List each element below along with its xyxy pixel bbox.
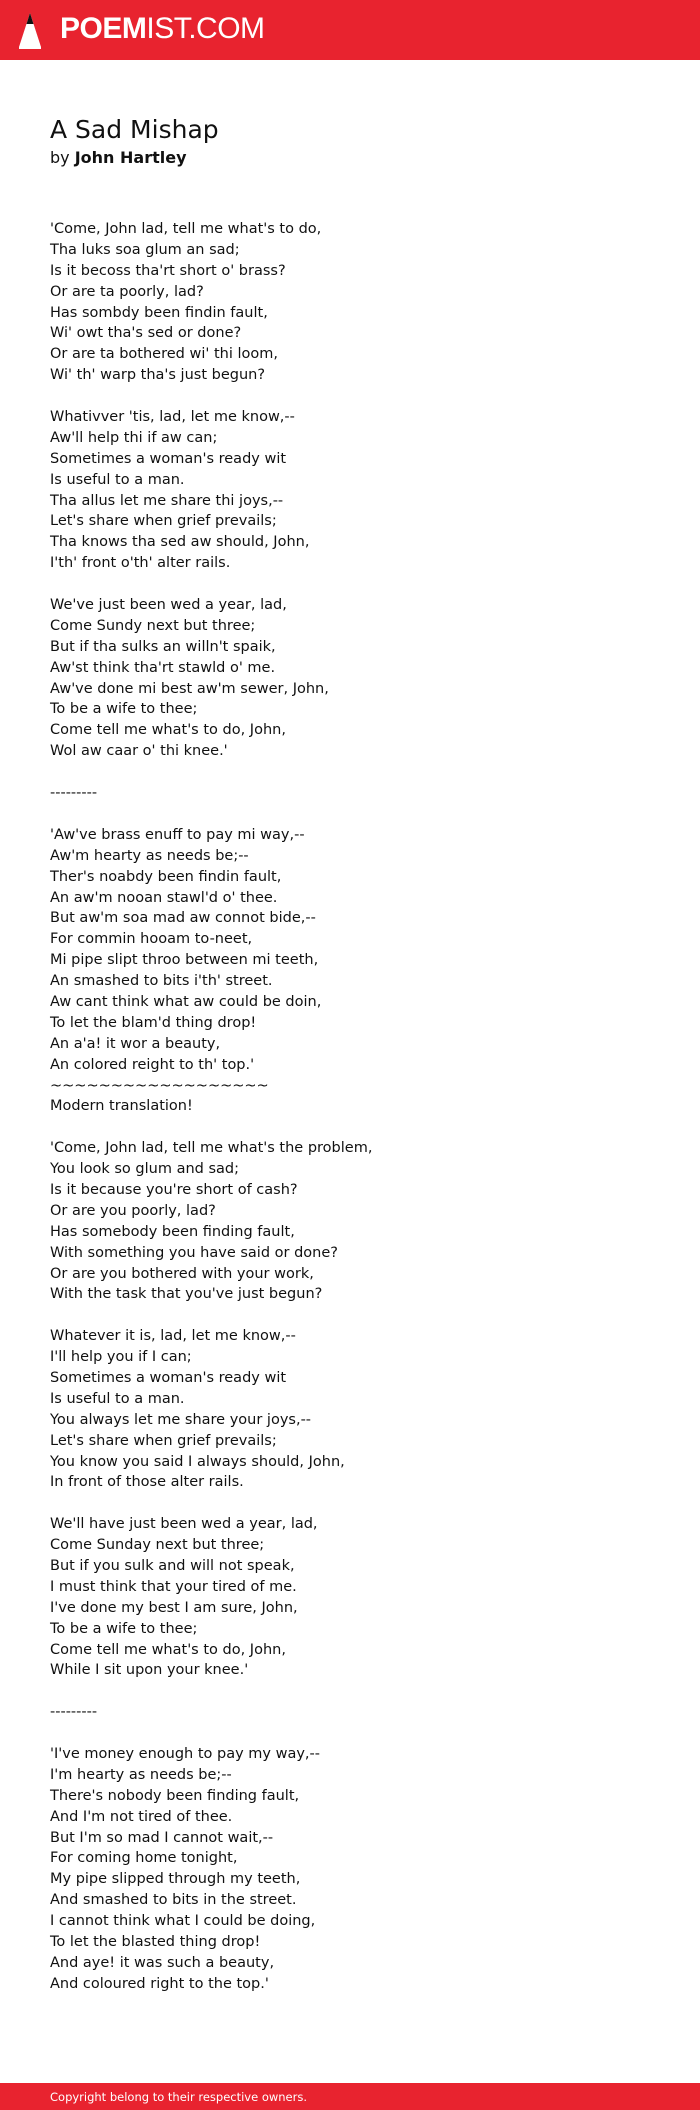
poem-line: Aw cant think what aw could be doin,	[50, 993, 322, 1010]
poem-line: And coloured right to the top.'	[50, 1975, 269, 1992]
poem-line: Come tell me what's to do, John,	[50, 1641, 286, 1658]
poem-line: Tha luks soa glum an sad;	[50, 241, 240, 258]
poem-line: An a'a! it wor a beauty,	[50, 1035, 221, 1052]
poem-line: Mi pipe slipt throo between mi teeth,	[50, 952, 319, 969]
poem-line: Tha allus let me share thi joys,--	[50, 492, 284, 509]
logo-text-light: IST.COM	[146, 12, 265, 45]
poem-line: In front of those alter rails.	[50, 1474, 244, 1491]
poem-line: 'Come, John lad, tell me what's to do,	[50, 221, 322, 237]
poem-line: Sometimes a woman's ready wit	[50, 1369, 287, 1386]
poem-line: Is useful to a man.	[50, 1390, 185, 1407]
site-header	[0, 0, 700, 60]
logo-text-bold: POEM	[60, 12, 147, 45]
stanza-break	[50, 1681, 670, 1702]
stanza-break	[50, 1305, 670, 1326]
poem-line: I've done my best I am sure, John,	[50, 1599, 298, 1616]
poem-line: For commin hooam to-neet,	[50, 931, 253, 948]
poem-line: Is useful to a man.	[50, 471, 185, 488]
poem-line: You look so glum and sad;	[50, 1161, 239, 1178]
poem-line: Wi' owt tha's sed or done?	[50, 325, 242, 342]
poem-line: To let the blasted thing drop!	[50, 1934, 261, 1951]
stanza-break	[50, 804, 670, 825]
poem-line: With something you have said or done?	[50, 1244, 338, 1261]
stanza-break	[50, 386, 670, 407]
poem-line: An aw'm nooan stawl'd o' thee.	[50, 889, 278, 906]
poem-line: We've just been wed a year, lad,	[50, 597, 287, 614]
poem-line: I'th' front o'th' alter rails.	[50, 555, 231, 572]
poem-line: But I'm so mad I cannot wait,--	[50, 1829, 274, 1846]
poem-line: But if tha sulks an willn't spaik,	[50, 638, 276, 655]
poem-line: Modern translation!	[50, 1098, 193, 1115]
poem-line: You know you said I always should, John,	[50, 1453, 345, 1470]
poem-line: Aw'll help thi if aw can;	[50, 429, 218, 446]
poem-line: Or are ta poorly, lad?	[50, 283, 204, 300]
poem-line: And I'm not tired of thee.	[50, 1808, 233, 1825]
site-footer	[0, 2083, 700, 2110]
pencil-tip-icon[interactable]	[17, 11, 43, 51]
stanza-break	[50, 1117, 670, 1138]
poem-line: Come Sundy next but three;	[50, 617, 256, 634]
poem-line: And smashed to bits in the street.	[50, 1892, 297, 1909]
poem-body	[50, 219, 670, 1995]
poem-line: An colored reight to th' top.'	[50, 1056, 255, 1073]
poem-line: 'Aw've brass enuff to pay mi way,--	[50, 826, 305, 843]
poem-line: ---------	[50, 785, 98, 802]
poem-line: Has sombdy been findin fault,	[50, 304, 268, 321]
poem-line: Or are ta bothered wi' thi loom,	[50, 346, 278, 363]
stanza-break	[50, 762, 670, 783]
poem-line: Aw'st think tha'rt stawld o' me.	[50, 659, 276, 676]
poem-line: There's nobody been finding fault,	[50, 1787, 300, 1804]
poem-line: I'll help you if I can;	[50, 1349, 192, 1366]
poem-line: 'Come, John lad, tell me what's the problem,	[50, 1140, 373, 1157]
copyright-text: Copyright belong to their respective owners.	[50, 2090, 308, 2104]
poem-line: To be a wife to thee;	[50, 701, 198, 718]
poem-author: John Hartley	[74, 148, 187, 167]
poem-line: Aw've done mi best aw'm sewer, John,	[50, 680, 329, 697]
poem-line: Whatever it is, lad, let me know,--	[50, 1328, 296, 1345]
poem-line: Is it because you're short of cash?	[50, 1181, 298, 1198]
poem-line: While I sit upon your knee.'	[50, 1662, 249, 1679]
poem-line: Whativver 'tis, lad, let me know,--	[50, 409, 295, 426]
poem-line: Or are you bothered with your work,	[50, 1265, 314, 1282]
poem-line: Let's share when grief prevails;	[50, 513, 277, 530]
poem-line: For coming home tonight,	[50, 1850, 238, 1867]
poem-line: Has somebody been finding fault,	[50, 1223, 295, 1240]
poem-line: To let the blam'd thing drop!	[50, 1014, 257, 1031]
poem-line: Come tell me what's to do, John,	[50, 722, 286, 739]
poem-line: Aw'm hearty as needs be;--	[50, 847, 249, 864]
poem-line: Let's share when grief prevails;	[50, 1432, 277, 1449]
poem-line: To be a wife to thee;	[50, 1620, 198, 1637]
stanza-break	[50, 1493, 670, 1514]
site-logo[interactable]	[60, 11, 265, 47]
poem-line: 'I've money enough to pay my way,--	[50, 1746, 320, 1763]
poem-line: But aw'm soa mad aw connot bide,--	[50, 910, 316, 927]
poem-line: I must think that your tired of me.	[50, 1578, 297, 1595]
poem-line: Or are you poorly, lad?	[50, 1202, 216, 1219]
poem-line: I'm hearty as needs be;--	[50, 1766, 232, 1783]
stanza-break	[50, 1723, 670, 1744]
poem-line: Wol aw caar o' thi knee.'	[50, 743, 228, 760]
poem-line: ~~~~~~~~~~~~~~~~~~	[50, 1077, 269, 1094]
poem-line: ---------	[50, 1704, 98, 1721]
poem-title: A Sad Mishap	[50, 115, 219, 144]
poem-byline	[50, 147, 187, 169]
poem-line: I cannot think what I could be doing,	[50, 1913, 316, 1930]
poem-line: But if you sulk and will not speak,	[50, 1558, 295, 1574]
poem-line: My pipe slipped through my teeth,	[50, 1871, 301, 1888]
poem-line: Tha knows tha sed aw should, John,	[50, 534, 310, 551]
poem-line: And aye! it was such a beauty,	[50, 1954, 275, 1971]
poem-line: An smashed to bits i'th' street.	[50, 973, 273, 990]
poem-line: Ther's noabdy been findin fault,	[50, 868, 282, 885]
poem-line: With the task that you've just begun?	[50, 1286, 323, 1303]
poem-line: Come Sunday next but three;	[50, 1537, 265, 1554]
stanza-break	[50, 574, 670, 595]
poem-line: Sometimes a woman's ready wit	[50, 450, 287, 467]
poem-line: We'll have just been wed a year, lad,	[50, 1516, 318, 1533]
by-label: by	[50, 148, 70, 167]
poem-line: Wi' th' warp tha's just begun?	[50, 367, 266, 384]
poem-line: You always let me share your joys,--	[50, 1411, 312, 1428]
poem-line: Is it becoss tha'rt short o' brass?	[50, 262, 286, 279]
